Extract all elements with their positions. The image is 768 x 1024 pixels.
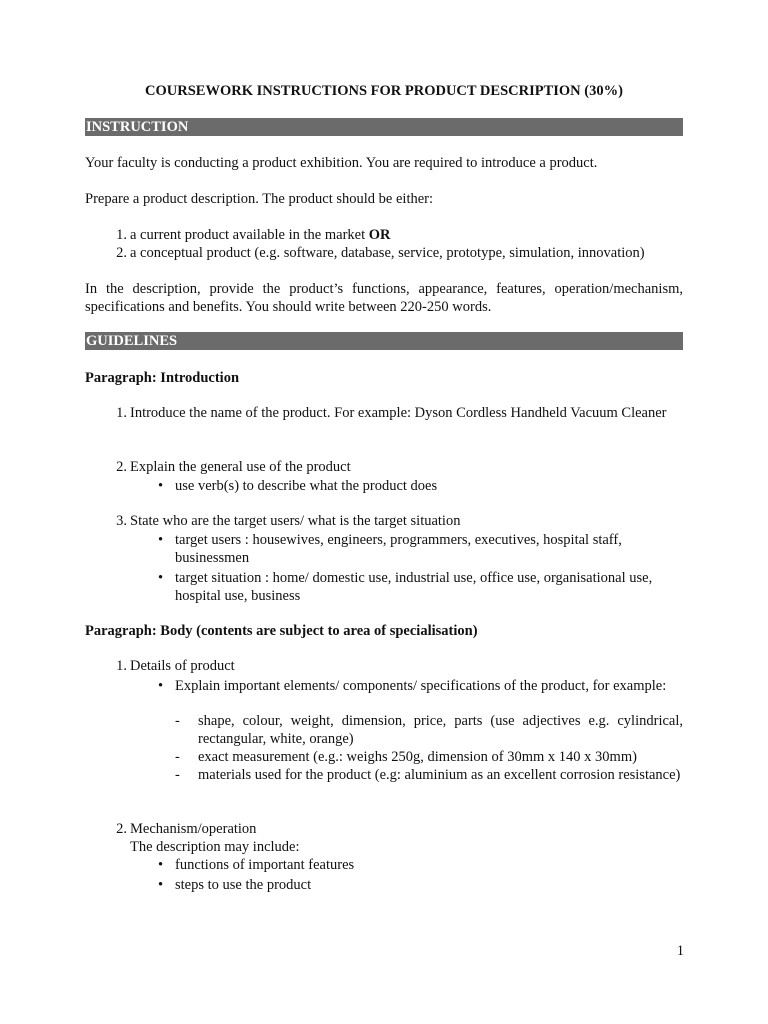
list-text: State who are the target users/ what is the target situation	[130, 513, 461, 529]
bullet-glyph: •	[158, 478, 164, 494]
instruction-heading: INSTRUCTION	[86, 119, 189, 135]
list-text: Mechanism/operation	[130, 821, 257, 837]
dash-text: materials used for the product (e.g: aluminium as an excellent corrosion resistance)	[198, 767, 681, 783]
option-text: a conceptual product (e.g. software, database, service, prototype, simulation, innovation)	[130, 245, 645, 261]
list-text: Introduce the name of the product. For example: Dyson Cordless Handheld Vacuum Cleaner	[130, 405, 667, 421]
intro-item-3	[0, 512, 768, 607]
body-heading: Paragraph: Body (contents are subject to area of specialisation)	[85, 623, 478, 639]
list-text: Details of product	[130, 658, 235, 674]
option-item-1	[0, 226, 768, 244]
dash-text: exact measurement (e.g.: weighs 250g, dimension of 30mm x 140 x 30mm)	[198, 749, 637, 765]
page-number: 1	[676, 943, 684, 959]
list-number: 2.	[116, 459, 127, 475]
dash-text: shape, colour, weight, dimension, price, parts (use adjectives e.g. cylindrical, rectangular, white, orange)	[198, 713, 683, 747]
bullet-glyph: •	[158, 857, 164, 873]
intro-item-1	[0, 404, 768, 444]
list-number: 1.	[116, 405, 127, 421]
list-text: Explain the general use of the product	[130, 459, 351, 475]
list-number: 2.	[116, 245, 127, 261]
body-item-2	[0, 820, 768, 900]
instruction-intro: Your faculty is conducting a product exhibition. You are required to introduce a product.	[85, 155, 598, 171]
document-title: COURSEWORK INSTRUCTIONS FOR PRODUCT DESCRIPTION (30%)	[145, 83, 623, 99]
body-item-1	[0, 657, 768, 807]
instruction-heading-bar	[85, 118, 683, 136]
bullet-glyph: •	[158, 678, 164, 694]
dash-glyph: -	[175, 749, 180, 765]
list-number: 1.	[116, 227, 127, 243]
introduction-heading: Paragraph: Introduction	[85, 370, 240, 386]
bullet-glyph: •	[158, 877, 164, 893]
list-number: 1.	[116, 658, 127, 674]
dash-glyph: -	[175, 767, 180, 783]
list-subtext: The description may include:	[130, 839, 300, 855]
bullet-text: use verb(s) to describe what the product does	[175, 478, 438, 494]
option-text: a current product available in the market OR	[130, 227, 391, 243]
bullet-glyph: •	[158, 532, 164, 548]
guidelines-heading: GUIDELINES	[86, 333, 178, 349]
option-item-2	[0, 244, 768, 262]
dash-glyph: -	[175, 713, 180, 729]
list-number: 3.	[116, 513, 127, 529]
instruction-prepare: Prepare a product description. The product should be either:	[85, 191, 434, 207]
guidelines-heading-bar	[85, 332, 683, 350]
bullet-text: functions of important features	[175, 857, 355, 873]
instruction-description: In the description, provide the product’s functions, appearance, features, operation/mechanism, specifications and benefits. You should write between 220-250 words.	[85, 281, 683, 315]
or-keyword: OR	[368, 227, 391, 243]
intro-item-2	[0, 458, 768, 498]
bullet-glyph: •	[158, 570, 164, 586]
bullet-text: steps to use the product	[175, 877, 312, 893]
bullet-text: Explain important elements/ components/ specifications of the product, for example:	[175, 678, 667, 694]
bullet-text: target situation : home/ domestic use, industrial use, office use, organisational use, hospital use, business	[175, 570, 653, 604]
list-number: 2.	[116, 821, 127, 837]
bullet-text: target users : housewives, engineers, programmers, executives, hospital staff, businessmen	[175, 532, 622, 566]
